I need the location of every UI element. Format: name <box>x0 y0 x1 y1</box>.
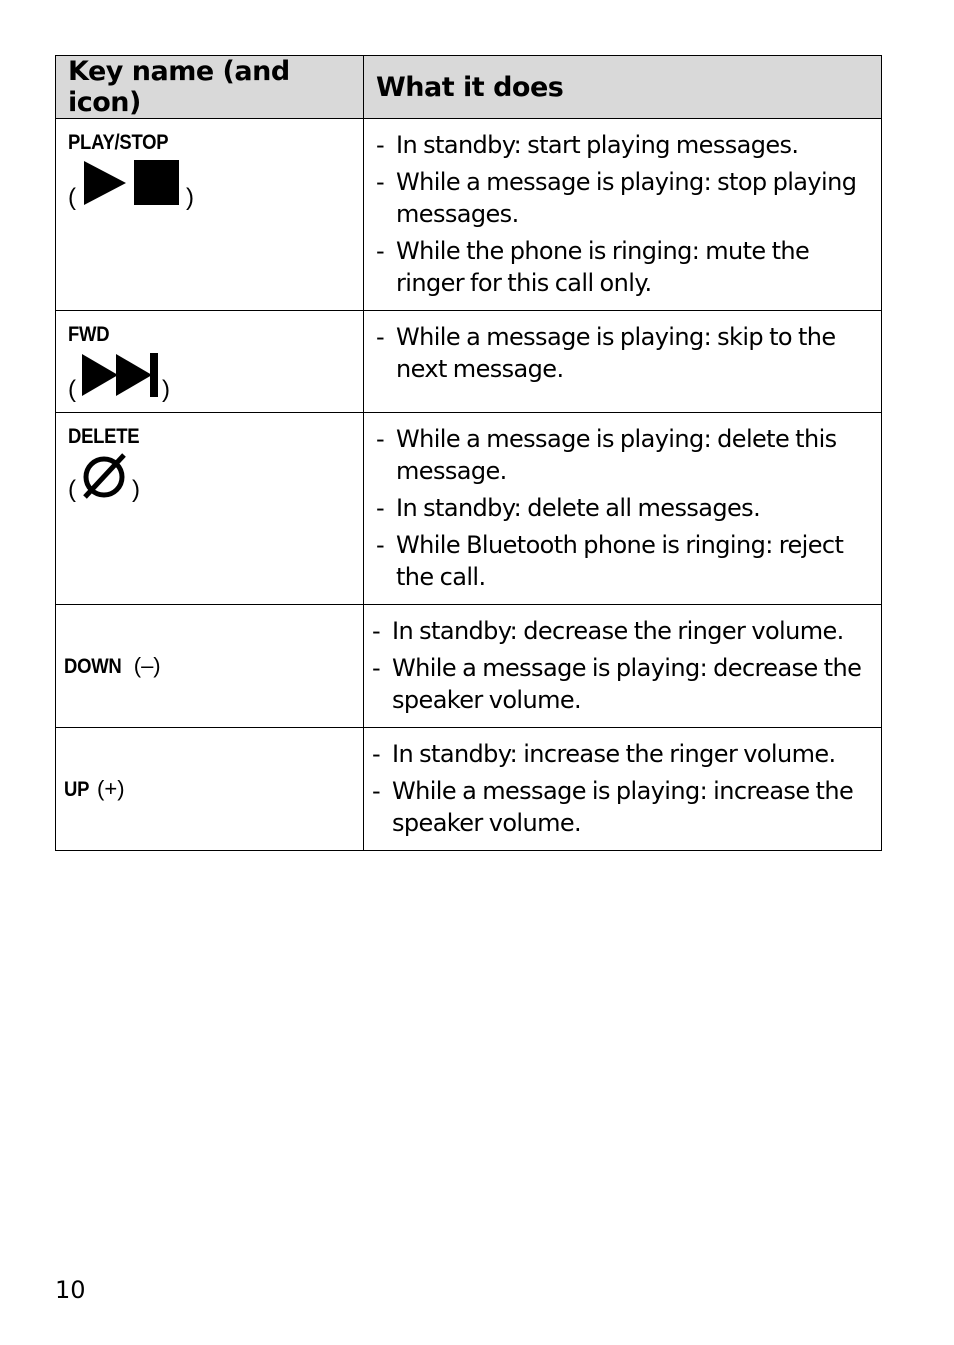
list-item: - In standby: increase the ringer volume. <box>372 738 873 770</box>
play-stop-icon <box>80 159 182 212</box>
list-item: - While a message is playing: decrease the speaker volume. <box>372 652 873 716</box>
header-what-it-does: What it does <box>364 56 882 119</box>
key-symbol-up: (+) <box>97 776 125 801</box>
key-name-delete: DELETE <box>68 425 140 448</box>
key-cell-play-stop: PLAY/STOP ( ) <box>56 119 364 311</box>
delete-icon <box>80 453 130 504</box>
list-item: - In standby: start playing messages. <box>376 129 873 161</box>
list-item: - While Bluetooth phone is ringing: reject the call. <box>376 529 873 593</box>
desc-cell-up <box>364 728 882 851</box>
table-row <box>56 605 882 728</box>
list-item: - While a message is playing: stop playing messages. <box>376 166 873 230</box>
key-symbol-down: (–) <box>133 653 161 678</box>
stop-icon <box>134 160 179 205</box>
list-item: - While a message is playing: delete this message. <box>376 423 873 487</box>
list-item: - In standby: decrease the ringer volume. <box>372 615 873 647</box>
key-name-play-stop: PLAY/STOP <box>68 131 169 154</box>
key-name-fwd: FWD <box>68 323 110 346</box>
key-cell-up <box>56 728 364 851</box>
desc-cell-delete <box>364 413 882 605</box>
table-row <box>56 413 882 605</box>
page-number: 10 <box>55 1276 86 1304</box>
key-name-up: UP <box>64 778 90 801</box>
list-item: - While a message is playing: skip to the next message. <box>376 321 873 385</box>
skip-forward-icon <box>80 351 160 404</box>
list-item: - While the phone is ringing: mute the ringer for this call only. <box>376 235 873 299</box>
key-cell-down <box>56 605 364 728</box>
table-row <box>56 311 882 413</box>
header-key-name: Key name (and icon) <box>56 56 364 119</box>
table-header-row <box>56 56 882 119</box>
table-row <box>56 728 882 851</box>
key-cell-fwd: FWD ( ) <box>56 311 364 413</box>
list-item: - In standby: delete all messages. <box>376 492 873 524</box>
key-name-down: DOWN <box>64 655 122 678</box>
key-cell-delete: DELETE ( ) <box>56 413 364 605</box>
desc-cell-down <box>364 605 882 728</box>
key-function-table <box>55 55 882 851</box>
play-icon <box>84 161 126 205</box>
table-row <box>56 119 882 311</box>
desc-cell-play-stop <box>364 119 882 311</box>
list-item: - While a message is playing: increase the speaker volume. <box>372 775 873 839</box>
desc-cell-fwd <box>364 311 882 413</box>
